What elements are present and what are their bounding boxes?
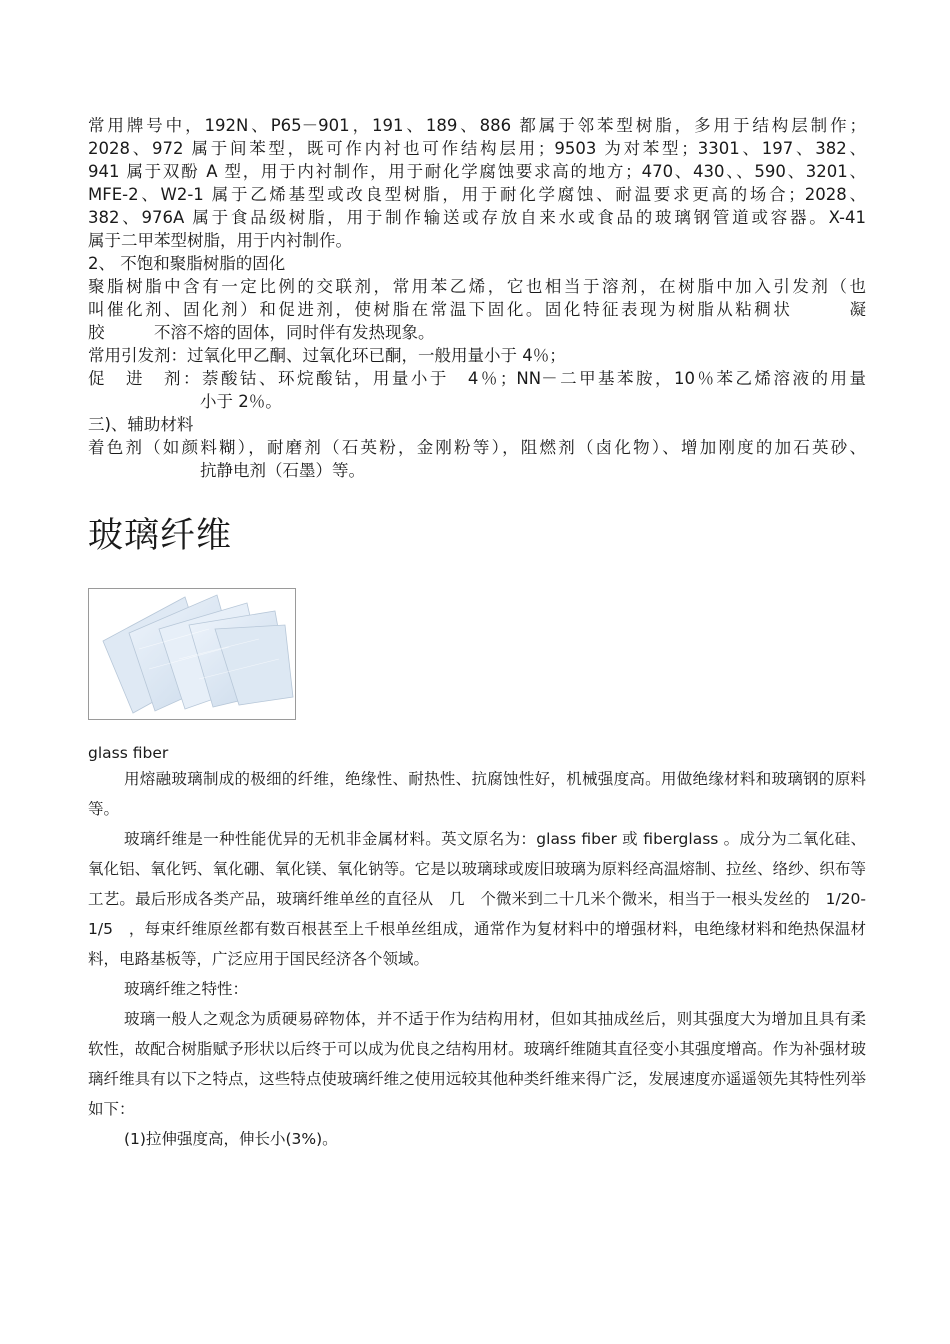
glass-fiber-text	[88, 764, 866, 1154]
list-item: (1)拉伸强度高，伸长小(3%)。	[124, 1130, 338, 1148]
subheading: 2、 不饱和聚脂树脂的固化	[88, 254, 286, 273]
text-line: MFE-2、W2-1 属于乙烯基型或改良型树脂，用于耐化学腐蚀、耐温要求更高的场合；2028、	[88, 185, 866, 204]
document-page	[88, 114, 866, 1154]
text-line: 常用引发剂：过氧化甲乙酮、过氧化环已酮，一般用量小于 4％；	[88, 346, 566, 365]
section-title: 玻璃纤维	[88, 516, 233, 556]
text-line: 叫催化剂、固化剂）和促进剂，使树脂在常温下固化。固化特征表现为树脂从粘稠状 凝	[88, 300, 866, 319]
text-line: 常用牌号中，192N、P65－901，191、189、886 都属于邻苯型树脂，多用于结构层制作；	[88, 116, 866, 135]
subheading: 三)、辅助材料	[88, 415, 194, 434]
text-line: 抗静电剂（石墨）等。	[200, 461, 365, 480]
paragraph: 玻璃一般人之观念为质硬易碎物体，并不适于作为结构用材，但如其抽成丝后，则其强度大为增加且具有柔软性，故配合树脂赋予形状以后终于可以成为优良之结构用材。玻璃纤维随其直径变小其强度增高。作为补强材玻璃纤维具有以下之特点，这些特点使玻璃纤维之使用远较其他种类纤维来得广泛，发展速度亦遥遥领先其特性列举如下：	[88, 1010, 866, 1118]
paragraph: 玻璃纤维是一种性能优异的无机非金属材料。英文原名为：glass fiber 或 fiberglass 。成分为二氧化硅、氧化铝、氧化钙、氧化硼、氧化镁、氧化钠等。它是以玻璃球或废旧玻璃为原料经高温熔制、拉丝、络纱、织布等工艺。最后形成各类产品，玻璃纤维单丝的直径从 几 个微米到二十几米个微米，相当于一根头发丝的 1/20-1/5 ，每束纤维原丝都有数百根甚至上千根单丝组成，通常作为复材料中的增强材料，电绝缘材料和绝热保温材料，电路基板等，广泛应用于国民经济各个领域。	[88, 830, 866, 968]
glass-fiber-image	[88, 588, 296, 720]
text-line: 2028、972 属于间苯型，既可作内衬也可作结构层用；9503 为对苯型；3301、197、382、	[88, 139, 866, 158]
image-caption: glass fiber	[88, 744, 169, 762]
text-line: 941 属于双酚 A 型，用于内衬制作，用于耐化学腐蚀要求高的地方；470、430、、590、3201、	[88, 162, 866, 181]
text-line: 382、976A 属于食品级树脂，用于制作输送或存放自来水或食品的玻璃钢管道或容器。X-41	[88, 208, 866, 227]
text-line: 聚脂树脂中含有一定比例的交联剂，常用苯乙烯，它也相当于溶剂，在树脂中加入引发剂（也	[88, 277, 866, 296]
paragraph: 玻璃纤维之特性：	[124, 980, 249, 998]
resin-section	[88, 114, 866, 482]
text-line: 属于二甲苯型树脂，用于内衬制作。	[88, 231, 352, 250]
text-line: 着色剂（如颜料糊），耐磨剂（石英粉，金刚粉等），阻燃剂（卤化物）、增加刚度的加石英砂、	[88, 438, 866, 457]
text-line: 促 进 剂：萘酸钴、环烷酸钴，用量小于 4％；NN－二甲基苯胺，10％苯乙烯溶液的用量	[88, 369, 866, 388]
text-line: 小于 2％。	[200, 392, 282, 411]
paragraph: 用熔融玻璃制成的极细的纤维，绝缘性、耐热性、抗腐蚀性好，机械强度高。用做绝缘材料和玻璃钢的原料等。	[88, 770, 866, 818]
text-line: 胶 不溶不熔的固体，同时伴有发热现象。	[88, 323, 435, 342]
